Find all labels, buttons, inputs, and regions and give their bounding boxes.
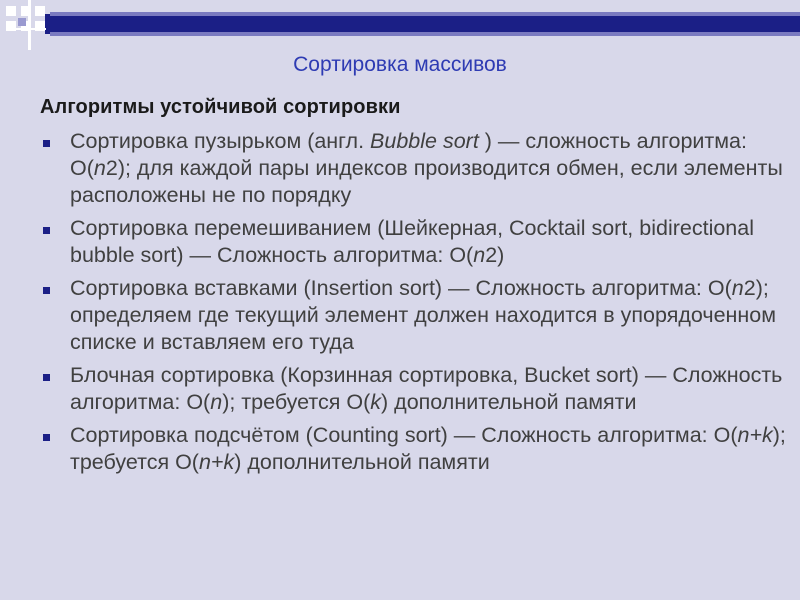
item-text: Блочная сортировка (Корзинная сортировка, Bucket sort) — Сложность алгоритма: O(n); требуется O(k) дополнительной памяти (70, 363, 783, 414)
square-bullet-icon (43, 140, 50, 147)
section-heading: Алгоритмы устойчивой сортировки (40, 96, 401, 118)
item-text: Сортировка пузырьком (англ. Bubble sort ) — сложность алгоритма: O(n2); для каждой пары индексов производится обмен, если элементы расположены не по порядку (70, 129, 783, 207)
square-bullet-icon (43, 374, 50, 381)
list-item (38, 215, 788, 269)
algorithm-list (38, 128, 788, 482)
square-bullet-icon (43, 287, 50, 294)
list-item (38, 128, 788, 209)
item-text: Сортировка перемешиванием (Шейкерная, Cocktail sort, bidirectional bubble sort) — Сложность алгоритма: O(n2) (70, 216, 754, 267)
item-text: Сортировка подсчётом (Counting sort) — Сложность алгоритма: O(n+k); требуется O(n+k) дополнительной памяти (70, 423, 786, 474)
list-item (38, 275, 788, 356)
square-bullet-icon (43, 434, 50, 441)
corner-decoration (0, 0, 800, 50)
square-bullet-icon (43, 227, 50, 234)
slide-title: Сортировка массивов (293, 53, 507, 76)
list-item (38, 422, 788, 476)
list-item (38, 362, 788, 416)
item-text: Сортировка вставками (Insertion sort) — Сложность алгоритма: O(n2); определяем где текущий элемент должен находится в упорядоченном списке и вставляем его туда (70, 276, 777, 354)
